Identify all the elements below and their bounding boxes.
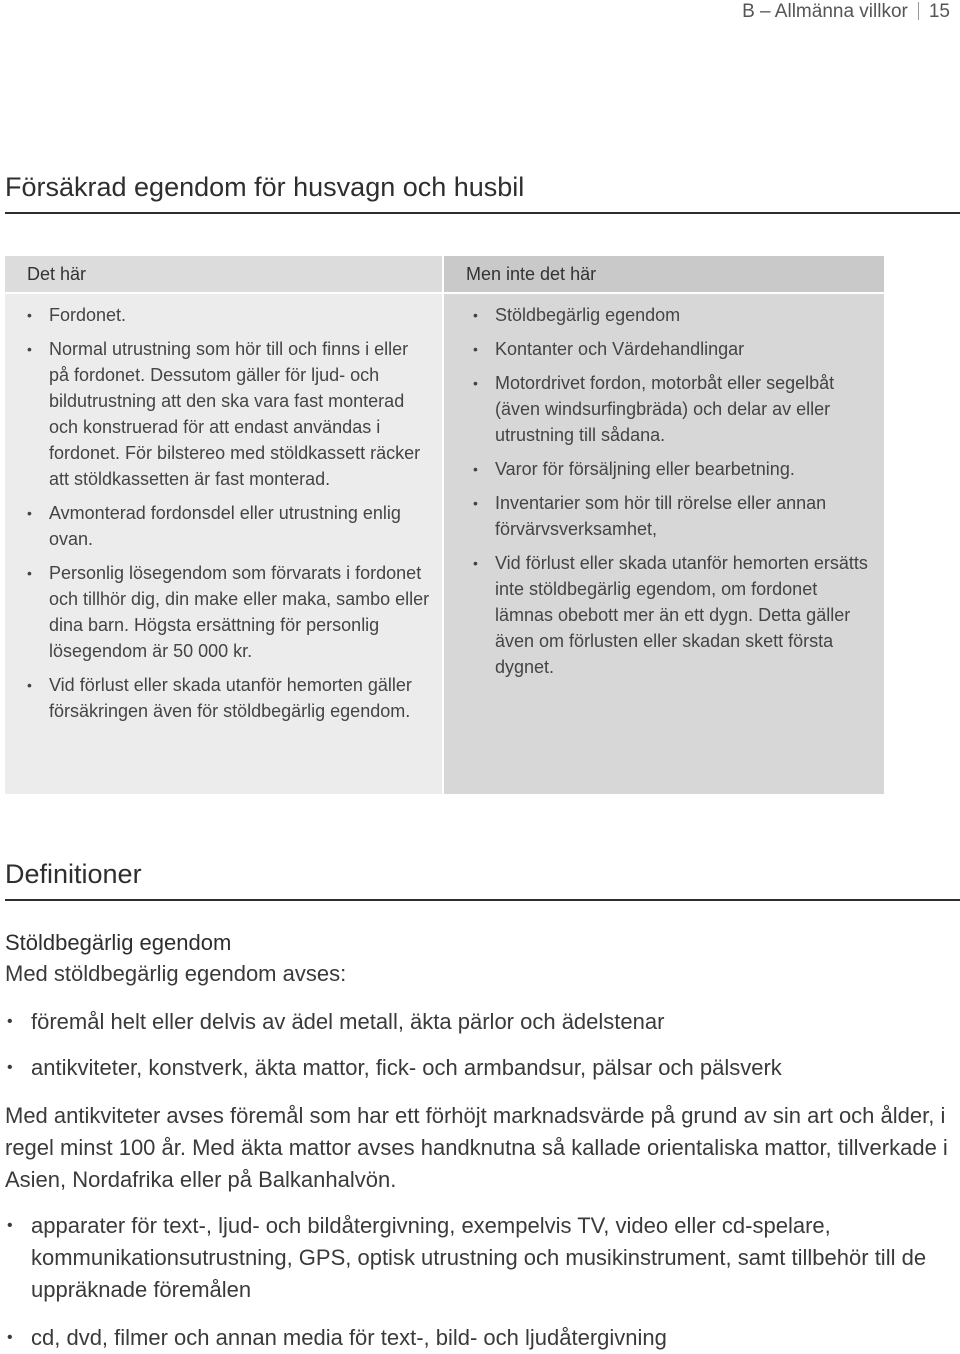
not-covered-column: [444, 256, 884, 794]
covered-item: [5, 500, 442, 552]
page-title: Försäkrad egendom för husvagn och husbil: [5, 172, 525, 202]
not-covered-heading: Men inte det här: [444, 256, 884, 294]
running-header: [742, 0, 950, 24]
definition-list-1: [5, 1006, 955, 1084]
not-covered-item: [444, 302, 884, 328]
bullet-icon: •: [7, 1059, 13, 1076]
bullet-icon: •: [27, 307, 32, 323]
definition-intro: Med stöldbegärlig egendom avses:: [5, 961, 347, 986]
not-covered-item: [444, 456, 884, 482]
bullet-icon: •: [7, 1013, 13, 1030]
covered-item-text: Avmonterad fordonsdel eller utrustning enlig ovan.: [49, 503, 401, 549]
definition-item: [5, 1052, 955, 1084]
definition-item-text: apparater för text-, ljud- och bildåtergivning, exempelvis TV, video eller cd-spelare, kommunikationsutrustning, GPS, optisk utrustning och musikinstrument, samt tillbehör till de uppräknade föremålen: [31, 1213, 927, 1302]
not-covered-item-text: Kontanter och Värdehandlingar: [495, 339, 745, 359]
covered-item: [5, 336, 442, 492]
covered-item-text: Fordonet.: [49, 305, 127, 325]
bullet-icon: •: [473, 461, 478, 477]
not-covered-item: [444, 490, 884, 542]
running-header-section: B – Allmänna villkor: [742, 1, 908, 22]
bullet-icon: •: [473, 307, 478, 323]
definition-list-2: [5, 1210, 955, 1354]
bullet-icon: •: [27, 341, 32, 357]
not-covered-item-text: Varor för försäljning eller bearbetning.: [495, 459, 795, 479]
not-covered-item: [444, 370, 884, 448]
definition-term: Stöldbegärlig egendom: [5, 930, 232, 955]
covered-item-text: Personlig lösegendom som förvarats i fordonet och tillhör dig, din make eller maka, sambo eller dina barn. Högsta ersättning för personlig lösegendom är 50 000 kr.: [49, 563, 430, 661]
bullet-icon: •: [473, 341, 478, 357]
definition-item: [5, 1322, 955, 1354]
covered-item-text: Vid förlust eller skada utanför hemorten gäller försäkringen även för stöldbegärlig egendom.: [49, 675, 412, 721]
definition-item: [5, 1210, 955, 1306]
not-covered-item: [444, 550, 884, 680]
covered-item: [5, 672, 442, 724]
covered-item: [5, 302, 442, 328]
covered-heading: Det här: [5, 256, 442, 294]
page-number: 15: [928, 1, 950, 22]
definitions-rule: [5, 899, 960, 901]
bullet-icon: •: [7, 1329, 13, 1346]
covered-item-text: Normal utrustning som hör till och finns i eller på fordonet. Dessutom gäller för ljud- och bildutrustning att den ska vara fast monterad och konstruerad för att endast användas i fordonet. För bilstereo med stöldkassett räcker att stöldkassetten är fast monterad.: [49, 339, 421, 489]
definition-item: [5, 1006, 955, 1038]
definition-item-text: föremål helt eller delvis av ädel metall, äkta pärlor och ädelstenar: [31, 1009, 665, 1034]
definition-item-text: cd, dvd, filmer och annan media för text-, bild- och ljudåtergivning: [31, 1325, 667, 1350]
covered-item: [5, 560, 442, 664]
bullet-icon: •: [27, 565, 32, 581]
not-covered-item-text: Stöldbegärlig egendom: [495, 305, 681, 325]
not-covered-item-text: Inventarier som hör till rörelse eller annan förvärvsverksamhet,: [495, 493, 827, 539]
definition-paragraph: Med antikviteter avses föremål som har ett förhöjt marknadsvärde på grund av sin art och ålder, i regel minst 100 år. Med äkta mattor avses handknutna så kallade orientaliska mattor, tillverkade i Asien, Nordafrika eller på Balkanhalvön.: [5, 1103, 948, 1192]
title-rule: [5, 212, 960, 214]
bullet-icon: •: [473, 375, 478, 391]
header-divider: [918, 2, 919, 20]
covered-list: [5, 294, 442, 724]
bullet-icon: •: [473, 495, 478, 511]
definition-item-text: antikviteter, konstverk, äkta mattor, fick- och armbandsur, pälsar och pälsverk: [31, 1055, 782, 1080]
bullet-icon: •: [473, 555, 478, 571]
bullet-icon: •: [27, 677, 32, 693]
not-covered-item-text: Motordrivet fordon, motorbåt eller segelbåt (även windsurfingbräda) och delar av eller utrustning till sådana.: [495, 373, 835, 445]
bullet-icon: •: [27, 505, 32, 521]
covered-column: [5, 256, 442, 794]
definitions-title: Definitioner: [5, 859, 142, 889]
not-covered-list: [444, 294, 884, 680]
not-covered-item: [444, 336, 884, 362]
bullet-icon: •: [7, 1217, 13, 1234]
not-covered-item-text: Vid förlust eller skada utanför hemorten ersätts inte stöldbegärlig egendom, om fordonet lämnas obebott mer än ett dygn. Detta gäller även om förlusten eller skadan skett första dygnet.: [495, 553, 868, 677]
coverage-table: [5, 256, 884, 794]
